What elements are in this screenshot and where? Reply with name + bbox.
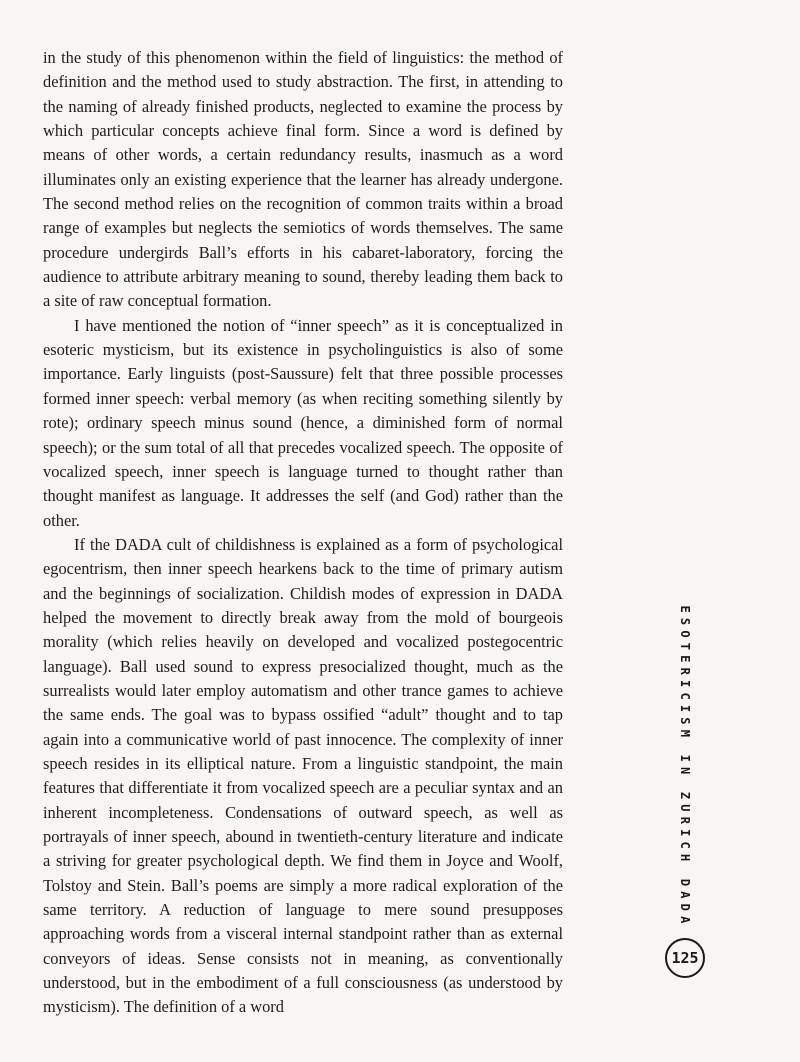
paragraph-dada-childishness: If the DADA cult of childishness is explained as a form of psychological egocentrism, then inner speech hearkens back to the time of primary autism and the beginnings of socialization. Childish modes of expression in DADA helped the movement to directly break away from the mold of bourgeois morality (which relies heavily on developed and vocalized postegocentric language). Ball used sound to express presocialized thought, much as the surrealists would later employ automatism and other trance games to achieve the same ends. The goal was to bypass ossified “adult” thought and to tap again into a communicative world of past innocence. The complexity of inner speech resides in its elliptical nature. From a linguistic standpoint, the main features that differentiate it from vocalized speech are a peculiar syntax and an inherent incompleteness. Condensations of outward speech, as well as portrayals of inner speech, abound in twentieth-century literature and indicate a striving for greater psychological depth. We find them in Joyce and Woolf, Tolstoy and Stein. Ball’s poems are simply a more radical exploration of the same territory. A reduction of language to mere sound presupposes approaching words from a visceral internal standpoint rather than as external conveyors of ideas. Sense consists not in meaning, as conventionally understood, but in the embodiment of a full consciousness (as understood by mysticism). The definition of a word [43, 534, 563, 1017]
running-head-text: ESOTERICISM IN ZURICH DADA [678, 605, 692, 929]
page-number: 125 [665, 938, 705, 978]
paragraph-inner-speech: I have mentioned the notion of “inner speech” as it is conceptualized in esoteric mysticism, but its existence in psycholinguistics is also of some importance. Early linguists (post-Saussure) felt that three possible processes formed inner speech: verbal memory (as when reciting something silently by rote); ordinary speech minus sound (hence, a diminished form of normal speech); or the sum total of all that precedes vocalized speech. The opposite of vocalized speech, inner speech is language turned to thought rather than thought manifest as language. It addresses the self (and God) rather than the other. [43, 315, 563, 530]
running-head [674, 605, 696, 929]
body-text [43, 46, 563, 1020]
paragraph-continued: in the study of this phenomenon within the field of linguistics: the method of definition and the method used to study abstraction. The first, in attending to the naming of already finished products, neglected to examine the process by which particular concepts achieve final form. Since a word is defined by means of other words, a certain redundancy results, inasmuch as a word illuminates only an existing experience that the learner has already undergone. The second method relies on the recognition of common traits within a broad range of examples but neglects the semiotics of words themselves. The same procedure undergirds Ball’s efforts in his cabaret-laboratory, forcing the audience to attribute arbitrary meaning to sound, thereby leading them back to a site of raw conceptual formation. [43, 48, 563, 311]
